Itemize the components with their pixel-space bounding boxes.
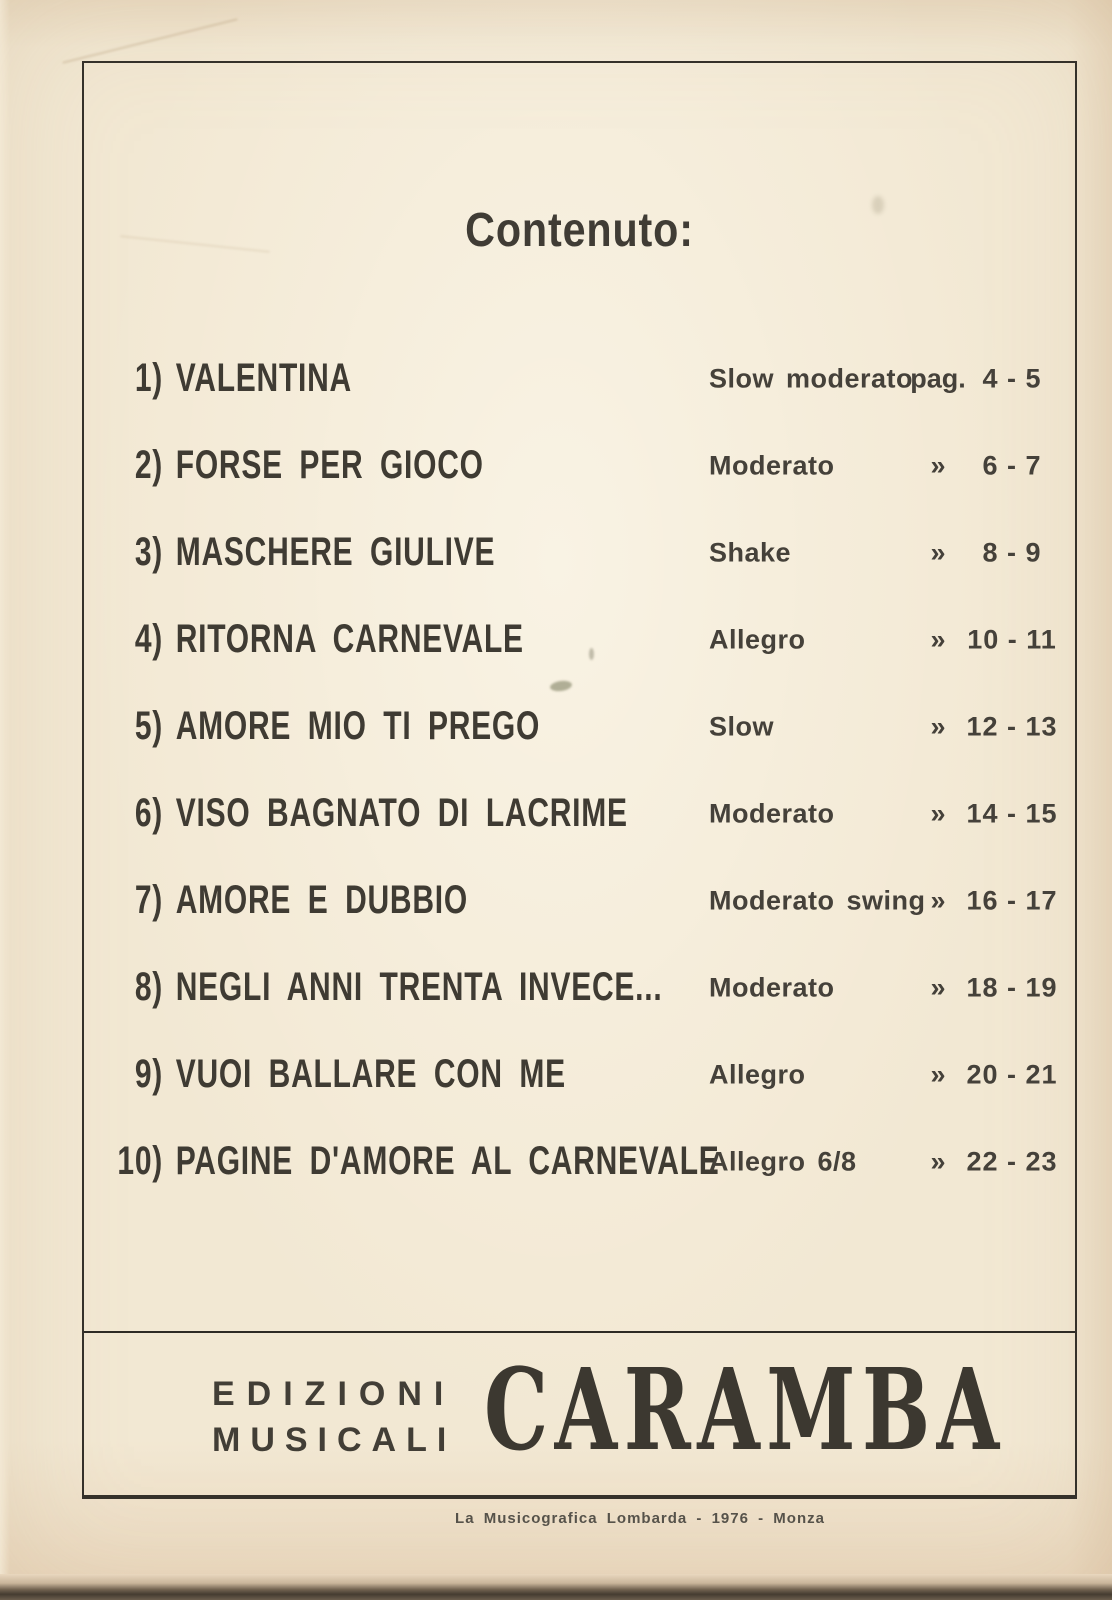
song-number: 4) (134, 617, 163, 661)
song-tempo: Slow moderato (709, 363, 914, 393)
page-numbers: 14 - 15 (966, 798, 1058, 828)
song-number: 9) (134, 1052, 163, 1096)
song-tempo: Moderato (709, 972, 835, 1002)
song-tempo: Shake (709, 537, 792, 567)
song-number: 3) (134, 530, 163, 574)
song-title: VISO BAGNATO DI LACRIME (175, 791, 628, 835)
song-tempo: Moderato (709, 798, 835, 828)
song-tempo: Slow (709, 711, 775, 741)
song-number: 6) (134, 791, 163, 835)
page-bottom-edge-shadow (0, 1574, 1112, 1600)
content-frame (82, 61, 1077, 1499)
song-title: AMORE E DUBBIO (175, 878, 468, 922)
song-title: FORSE PER GIOCO (175, 443, 484, 487)
song-number: 7) (134, 878, 163, 922)
page-ref-label: » (930, 798, 946, 828)
paper-crease (62, 18, 237, 63)
song-tempo: Allegro 6/8 (709, 1146, 857, 1176)
page-numbers: 22 - 23 (966, 1146, 1058, 1176)
page-ref-label: » (930, 537, 946, 567)
song-title: RITORNA CARNEVALE (175, 617, 524, 661)
song-title: AMORE MIO TI PREGO (175, 704, 541, 748)
song-number: 8) (134, 965, 163, 1009)
toc-row-title-group (97, 1052, 566, 1097)
toc-row-title-group (97, 1139, 720, 1184)
song-tempo: Moderato (709, 450, 835, 480)
song-number: 2) (134, 443, 163, 487)
page-ref-label: » (930, 1059, 946, 1089)
publisher-name-line2: MUSICALI (212, 1421, 457, 1459)
page-numbers: 8 - 9 (982, 537, 1042, 567)
toc-row-title-group (97, 965, 662, 1010)
page-ref-label: » (930, 885, 946, 915)
toc-row (84, 1031, 1075, 1118)
toc-row-title-group (97, 530, 495, 575)
contents-heading: Contenuto: (465, 204, 694, 257)
toc-row-title-group (97, 704, 540, 749)
toc-row (84, 1118, 1075, 1205)
page-numbers: 20 - 21 (966, 1059, 1058, 1089)
publisher-brand: CARAMBA (484, 1345, 1006, 1476)
toc-row (84, 509, 1075, 596)
toc-row (84, 857, 1075, 944)
page-ref-label: » (930, 1146, 946, 1176)
song-title: NEGLI ANNI TRENTA INVECE... (175, 965, 663, 1009)
toc-row-title-group (97, 617, 524, 662)
page-ref-label: pag. (910, 363, 966, 393)
toc-row-title-group (97, 878, 468, 923)
song-title: MASCHERE GIULIVE (175, 530, 496, 574)
toc-row (84, 422, 1075, 509)
page-ref-label: » (930, 450, 946, 480)
page-numbers: 12 - 13 (966, 711, 1058, 741)
toc-row (84, 596, 1075, 683)
song-tempo: Moderato swing (709, 885, 926, 915)
song-title: PAGINE D'AMORE AL CARNEVALE (175, 1139, 720, 1183)
song-title: VUOI BALLARE CON ME (175, 1052, 566, 1096)
song-number: 1) (134, 356, 163, 400)
page-numbers: 18 - 19 (966, 972, 1058, 1002)
toc-row (84, 335, 1075, 422)
page-ref-label: » (930, 711, 946, 741)
song-number: 10) (117, 1139, 163, 1183)
page-numbers: 4 - 5 (982, 363, 1042, 393)
toc-row-title-group (97, 443, 484, 488)
song-tempo: Allegro (709, 1059, 806, 1089)
page-numbers: 10 - 11 (967, 624, 1057, 654)
toc-row (84, 770, 1075, 857)
toc-row (84, 683, 1075, 770)
page-numbers: 16 - 17 (966, 885, 1058, 915)
toc-row-title-group (97, 791, 628, 836)
page-ref-label: » (930, 624, 946, 654)
page-ref-label: » (930, 972, 946, 1002)
printer-imprint: La Musicografica Lombarda - 1976 - Monza (455, 1510, 825, 1527)
toc-row (84, 944, 1075, 1031)
publisher-name-line1: EDIZIONI (212, 1375, 456, 1413)
page-numbers: 6 - 7 (982, 450, 1042, 480)
song-title: VALENTINA (175, 356, 352, 400)
toc-row-title-group (97, 356, 352, 401)
song-number: 5) (134, 704, 163, 748)
song-tempo: Allegro (709, 624, 806, 654)
table-of-contents (84, 335, 1075, 1205)
publisher-divider-line (84, 1331, 1075, 1333)
